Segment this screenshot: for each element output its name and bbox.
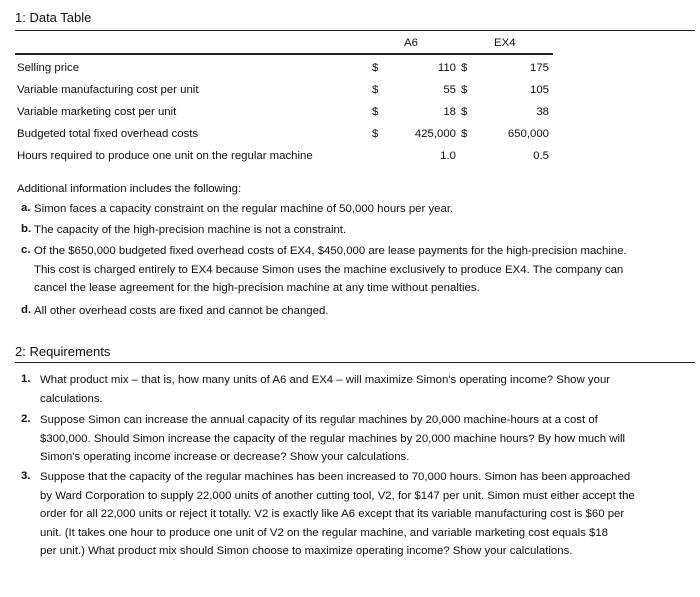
requirement-text: per unit.) What product mix should Simon choose to maximize operating income? Show your calculations.	[40, 545, 573, 557]
currency-symbol: $	[461, 62, 468, 74]
requirement-text: Simon's operating income increase or decrease? Show your calculations.	[40, 451, 410, 463]
ex4-value: 650,000	[507, 128, 549, 140]
section-divider	[15, 30, 695, 31]
requirement-number: 2.	[21, 413, 31, 425]
item-letter: c.	[21, 244, 31, 256]
currency-symbol: $	[372, 62, 379, 74]
item-letter: d.	[21, 304, 32, 316]
ex4-value: 0.5	[533, 150, 549, 162]
item-text: This cost is charged entirely to EX4 because Simon uses the machine exclusively to produce EX4. The company can	[34, 263, 624, 276]
requirement-text: Suppose Simon can increase the annual capacity of its regular machines by 20,000 machine-hours at a cost of	[40, 414, 598, 426]
currency-symbol: $	[372, 84, 379, 96]
currency-symbol: $	[372, 106, 379, 118]
requirement-text: unit. (It takes one hour to produce one unit of V2 on the regular machine, and variable marketing cost equals $18	[40, 526, 608, 539]
row-label: Variable marketing cost per unit	[17, 106, 177, 118]
requirement-text: What product mix – that is, how many units of A6 and EX4 – will maximize Simon's operating income? Show your	[40, 374, 611, 386]
a6-value: 55	[443, 84, 456, 96]
section-title-data-table: 1: Data Table	[15, 10, 92, 25]
currency-symbol: $	[461, 84, 468, 96]
ex4-value: 105	[529, 84, 549, 96]
a6-value: 425,000	[414, 128, 456, 140]
currency-symbol: $	[461, 106, 468, 118]
item-text: Of the $650,000 budgeted fixed overhead costs of EX4, $450,000 are lease payments for the high-precision machine.	[34, 245, 627, 257]
currency-symbol: $	[372, 128, 379, 140]
col-header-a6: A6	[404, 37, 418, 49]
table-header-rule	[15, 53, 553, 55]
ex4-value: 38	[536, 106, 549, 118]
a6-value: 18	[443, 106, 456, 118]
row-label: Budgeted total fixed overhead costs	[17, 128, 199, 140]
section-divider	[15, 362, 695, 363]
section-title-requirements: 2: Requirements	[15, 344, 111, 359]
item-text: All other overhead costs are fixed and cannot be changed.	[34, 305, 329, 317]
item-text: cancel the lease agreement for the high-precision machine at any time without penalties.	[34, 282, 480, 294]
item-text: The capacity of the high-precision machine is not a constraint.	[34, 224, 347, 236]
a6-value: 1.0	[440, 150, 456, 162]
row-label: Selling price	[17, 62, 80, 74]
requirement-number: 3.	[21, 470, 31, 482]
requirement-text: by Ward Corporation to supply 22,000 units of another cutting tool, V2, for $147 per unit. Simon must either accept the	[40, 489, 635, 502]
col-header-ex4: EX4	[494, 37, 516, 49]
ex4-value: 175	[529, 62, 549, 74]
a6-value: 110	[437, 62, 456, 74]
requirement-text: order for all 22,000 units or reject it totally. V2 is exactly like A6 except that its variable manufacturing cost is $60 per	[40, 508, 625, 520]
additional-info-intro: Additional information includes the following:	[17, 183, 242, 195]
item-letter: a.	[21, 202, 31, 214]
item-text: Simon faces a capacity constraint on the regular machine of 50,000 hours per year.	[34, 203, 454, 215]
row-label: Variable manufacturing cost per unit	[17, 84, 199, 96]
item-letter: b.	[21, 223, 32, 235]
requirement-text: $300,000. Should Simon increase the capacity of the regular machines by 20,000 machine hours? By how much will	[40, 432, 626, 445]
requirement-text: Suppose that the capacity of the regular machines has been increased to 70,000 hours. Simon has been approached	[40, 471, 631, 483]
currency-symbol: $	[461, 128, 468, 140]
row-label: Hours required to produce one unit on the regular machine	[17, 150, 313, 162]
requirement-text: calculations.	[40, 392, 103, 405]
requirement-number: 1.	[21, 373, 31, 385]
